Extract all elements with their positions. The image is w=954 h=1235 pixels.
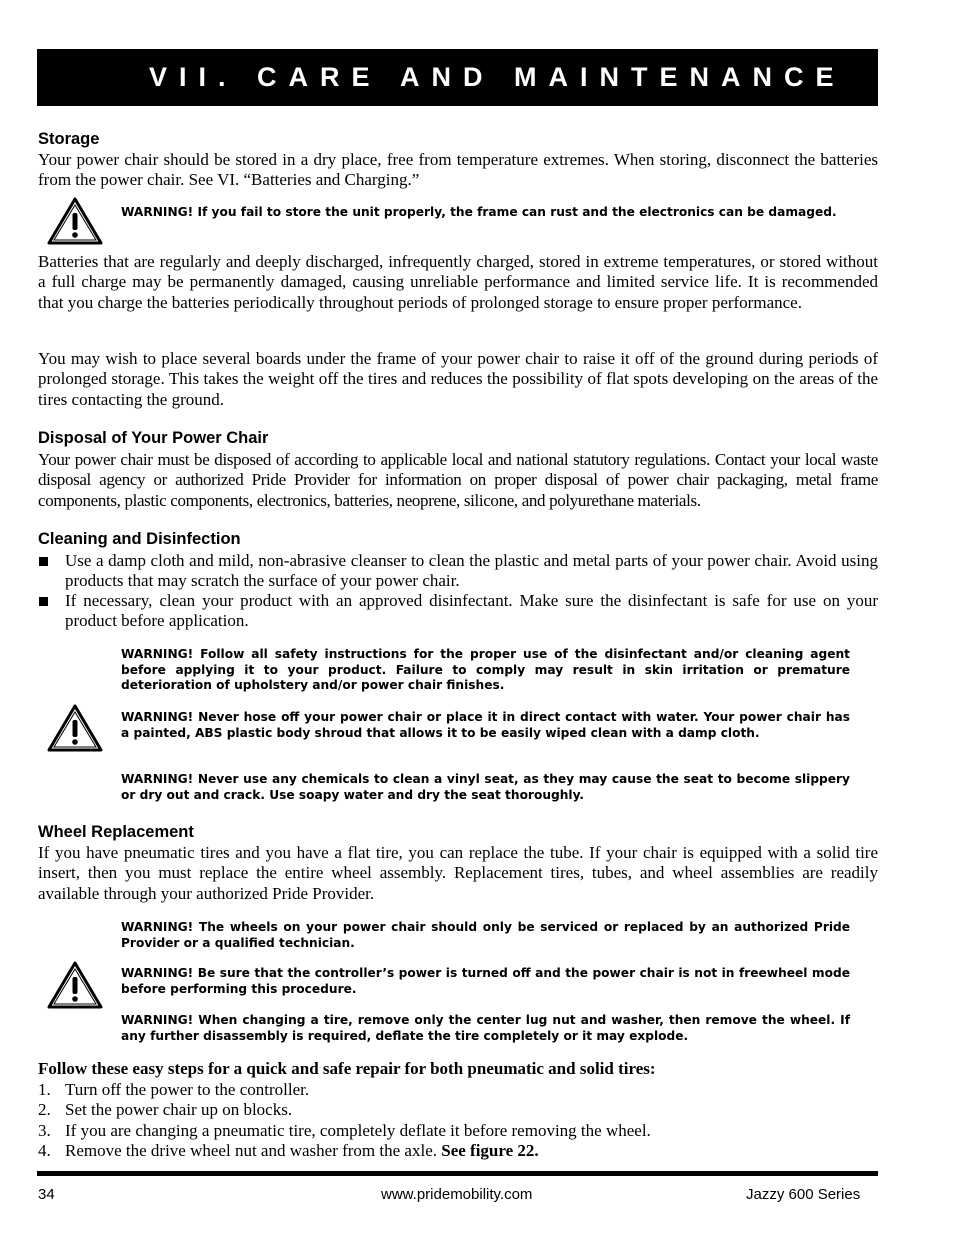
cleaning-bullet <box>38 591 878 632</box>
warning-triangle-icon <box>46 703 104 753</box>
storage-paragraph-1: Your power chair should be stored in a dry place, free from temperature extremes. When storing, disconnect the batteries from the power chair. See VI. “Batteries and Charging.” <box>38 150 878 190</box>
section-title: VII. CARE AND MAINTENANCE <box>149 62 846 92</box>
wheel-replacement-heading: Wheel Replacement <box>38 823 194 841</box>
footer-rule <box>37 1171 878 1176</box>
wheel-warning: WARNING! The wheels on your power chair should only be serviced or replaced by an authorized Pride Provider or a qualified technician. <box>121 920 850 950</box>
bullet-square-icon <box>39 557 48 566</box>
cleaning-bullet-text: If necessary, clean your product with an approved disinfectant. Make sure the disinfectant is safe for use on your product before application. <box>65 591 878 631</box>
storage-paragraph-3: You may wish to place several boards under the frame of your power chair to raise it off of the ground during periods of prolonged storage. This takes the weight off the tires and reduces the possibility of flat spots developing on the areas of the tires contacting the ground. <box>38 349 878 409</box>
disposal-heading: Disposal of Your Power Chair <box>38 429 269 447</box>
footer-website: www.pridemobility.com <box>381 1186 533 1203</box>
warning-triangle-icon <box>46 960 104 1010</box>
storage-warning: WARNING! If you fail to store the unit properly, the frame can rust and the electronics can be damaged. <box>121 205 837 219</box>
wheel-warning: WARNING! Be sure that the controller’s power is turned off and the power chair is not in freewheel mode before performing this procedure. <box>121 966 850 996</box>
page-number: 34 <box>38 1186 55 1203</box>
step-item <box>38 1141 539 1161</box>
figure-reference: See figure 22. <box>441 1141 539 1160</box>
cleaning-bullet <box>38 551 878 592</box>
step-item <box>38 1121 651 1141</box>
step-number: 4. <box>38 1141 51 1160</box>
cleaning-warning: WARNING! Never hose off your power chair or place it in direct contact with water. Your power chair has a painted, ABS plastic body shroud that allows it to be easily wiped clean with a damp cloth. <box>121 710 850 740</box>
wheel-warning: WARNING! When changing a tire, remove only the center lug nut and washer, then remove the wheel. If any further disassembly is required, deflate the tire completely or it may explode. <box>121 1013 850 1043</box>
step-item <box>38 1100 292 1120</box>
step-number: 1. <box>38 1080 51 1099</box>
step-text: Turn off the power to the controller. <box>65 1080 310 1099</box>
cleaning-warning: WARNING! Never use any chemicals to clean a vinyl seat, as they may cause the seat to become slippery or dry out and crack. Use soapy water and dry the seat thoroughly. <box>121 772 850 802</box>
warning-triangle-icon <box>46 196 104 246</box>
storage-heading: Storage <box>38 130 100 148</box>
cleaning-bullet-text: Use a damp cloth and mild, non-abrasive cleanser to clean the plastic and metal parts of your power chair. Avoid using products that may scratch the surface of your power chair. <box>65 551 878 591</box>
step-text: If you are changing a pneumatic tire, completely deflate it before removing the wheel. <box>65 1121 651 1140</box>
step-text: Set the power chair up on blocks. <box>65 1100 293 1119</box>
cleaning-warning: WARNING! Follow all safety instructions for the proper use of the disinfectant and/or cleaning agent before applying it to your product. Failure to comply may result in skin irritation or premature deterioration of upholstery and/or power chair finishes. <box>121 647 850 692</box>
footer-series: Jazzy 600 Series <box>746 1186 861 1203</box>
step-item <box>38 1080 309 1100</box>
storage-paragraph-2: Batteries that are regularly and deeply discharged, infrequently charged, stored in extreme temperatures, or stored without a full charge may be permanently damaged, causing unreliable performance and limited service life. It is recommended that you charge the batteries periodically throughout periods of prolonged storage to ensure proper performance. <box>38 252 878 312</box>
disposal-paragraph: Your power chair must be disposed of according to applicable local and national statutory regulations. Contact your local waste disposal agency or authorized Pride Provider for information on proper disposal of power chair packaging, metal frame components, plastic components, electronics, batteries, neoprene, silicone, and polyurethane materials. <box>38 450 878 510</box>
step-number: 2. <box>38 1100 51 1119</box>
bullet-square-icon <box>39 597 48 606</box>
cleaning-heading: Cleaning and Disinfection <box>38 530 241 548</box>
steps-heading: Follow these easy steps for a quick and safe repair for both pneumatic and solid tires: <box>38 1059 656 1078</box>
step-number: 3. <box>38 1121 51 1140</box>
step-text: Remove the drive wheel nut and washer from the axle. <box>65 1141 442 1160</box>
section-title-banner <box>37 49 878 106</box>
wheel-replacement-paragraph: If you have pneumatic tires and you have a flat tire, you can replace the tube. If your chair is equipped with a solid tire insert, then you must replace the entire wheel assembly. Replacement tires, tubes, and wheel assemblies are readily available through your authorized Pride Provider. <box>38 843 878 903</box>
